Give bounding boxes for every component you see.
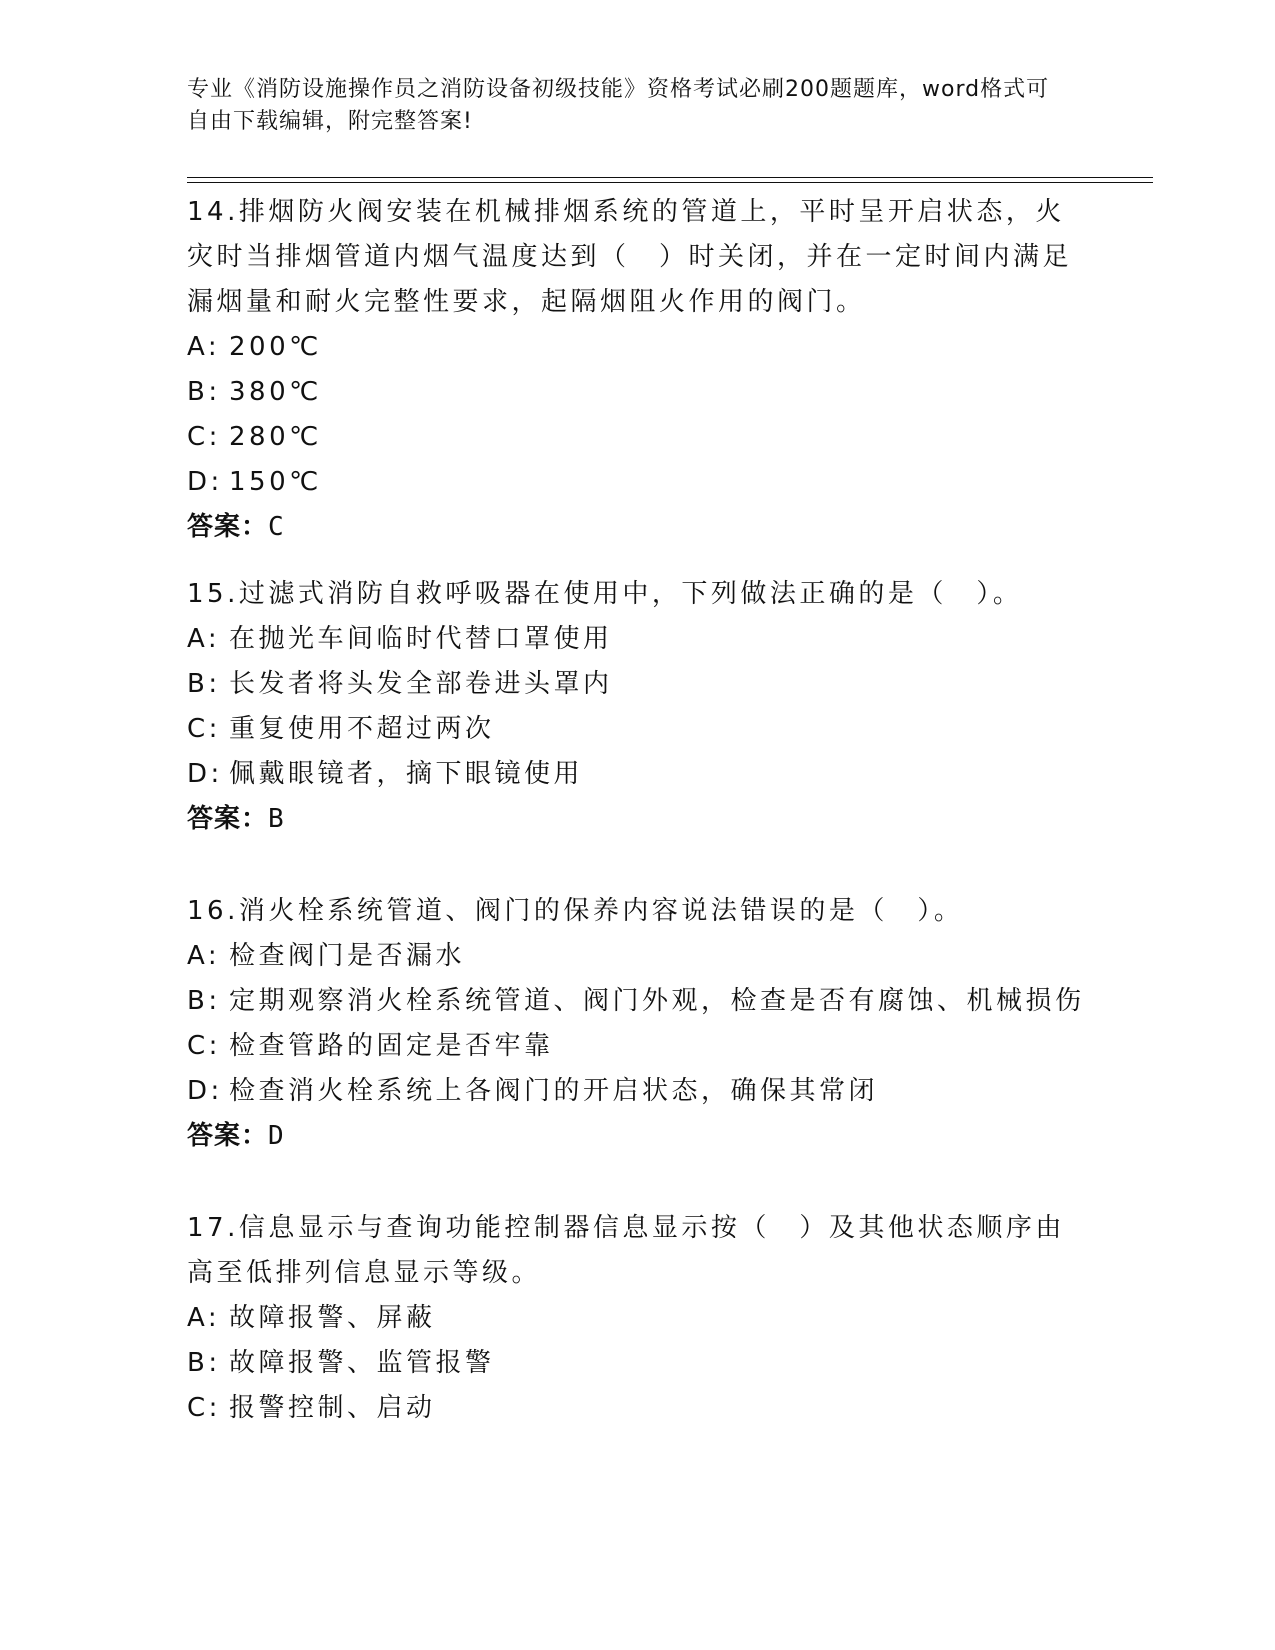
question-number: 16.	[187, 896, 239, 926]
answer-line	[187, 505, 1087, 550]
option-key: C:	[187, 714, 221, 744]
option-text: 280℃	[229, 422, 322, 452]
option-key: C:	[187, 422, 221, 452]
option-text: 检查消火栓系统上各阀门的开启状态，确保其常闭	[229, 1076, 879, 1106]
option-text: 故障报警、监管报警	[229, 1348, 495, 1378]
question-number: 17.	[187, 1213, 239, 1243]
option-key: B:	[187, 377, 221, 407]
option-d	[187, 752, 1087, 797]
option-key: B:	[187, 1348, 221, 1378]
question-stem	[187, 1206, 1087, 1296]
question-text: 信息显示与查询功能控制器信息显示按（ ）及其他状态顺序由高至低排列信息显示等级。	[187, 1213, 1065, 1288]
option-text: 佩戴眼镜者，摘下眼镜使用	[229, 759, 584, 789]
question-stem	[187, 572, 1087, 617]
document-intro: 专业《消防设施操作员之消防设备初级技能》资格考试必刷200题题库，word格式可自由下载编辑，附完整答案!	[187, 77, 1050, 134]
question-14	[187, 190, 1087, 550]
option-c	[187, 707, 1087, 752]
answer-line	[187, 1114, 1087, 1159]
option-text: 定期观察消火栓系统管道、阀门外观，检查是否有腐蚀、机械损伤	[229, 986, 1085, 1016]
option-c	[187, 1024, 1087, 1069]
question-text: 排烟防火阀安装在机械排烟系统的管道上，平时呈开启状态，火灾时当排烟管道内烟气温度达到（ ）时关闭，并在一定时间内满足漏烟量和耐火完整性要求，起隔烟阻火作用的阀门。	[187, 197, 1073, 317]
option-text: 150℃	[229, 467, 322, 497]
option-text: 200℃	[229, 332, 322, 362]
answer-line	[187, 797, 1087, 842]
option-c	[187, 415, 1087, 460]
question-number: 14.	[187, 197, 239, 227]
option-key: D:	[187, 1076, 223, 1106]
option-text: 故障报警、屏蔽	[229, 1303, 436, 1333]
question-text: 消火栓系统管道、阀门的保养内容说法错误的是（ ）。	[238, 896, 964, 926]
option-key: D:	[187, 759, 223, 789]
option-b	[187, 662, 1087, 707]
header-divider-bottom	[187, 182, 1153, 183]
question-text: 过滤式消防自救呼吸器在使用中，下列做法正确的是（ ）。	[238, 579, 1023, 609]
question-15	[187, 572, 1087, 842]
option-a	[187, 325, 1087, 370]
option-key: A:	[187, 1303, 221, 1333]
header-divider-top	[187, 177, 1153, 178]
option-b	[187, 370, 1087, 415]
option-c	[187, 1386, 1087, 1431]
answer-label: 答案：	[187, 1121, 269, 1151]
option-a	[187, 1296, 1087, 1341]
option-text: 报警控制、启动	[229, 1393, 436, 1423]
option-key: A:	[187, 941, 221, 971]
option-key: A:	[187, 332, 221, 362]
option-key: D:	[187, 467, 223, 497]
answer-value: D	[268, 1121, 285, 1151]
option-key: C:	[187, 1031, 221, 1061]
question-17	[187, 1206, 1087, 1431]
option-key: C:	[187, 1393, 221, 1423]
option-key: B:	[187, 986, 221, 1016]
answer-value: B	[268, 804, 285, 834]
option-key: B:	[187, 669, 221, 699]
option-text: 长发者将头发全部卷进头罩内	[229, 669, 613, 699]
option-text: 检查管路的固定是否牢靠	[229, 1031, 554, 1061]
question-16	[187, 889, 1087, 1159]
option-b	[187, 1341, 1087, 1386]
option-text: 在抛光车间临时代替口罩使用	[229, 624, 613, 654]
answer-label: 答案：	[187, 512, 269, 542]
option-d	[187, 1069, 1087, 1114]
option-d	[187, 460, 1087, 505]
option-text: 重复使用不超过两次	[229, 714, 495, 744]
question-stem	[187, 889, 1087, 934]
option-text: 380℃	[229, 377, 322, 407]
question-stem	[187, 190, 1087, 325]
option-a	[187, 617, 1087, 662]
answer-label: 答案：	[187, 804, 269, 834]
option-b	[187, 979, 1087, 1024]
question-number: 15.	[187, 579, 239, 609]
option-key: A:	[187, 624, 221, 654]
answer-value: C	[268, 512, 285, 542]
option-text: 检查阀门是否漏水	[229, 941, 466, 971]
option-a	[187, 934, 1087, 979]
